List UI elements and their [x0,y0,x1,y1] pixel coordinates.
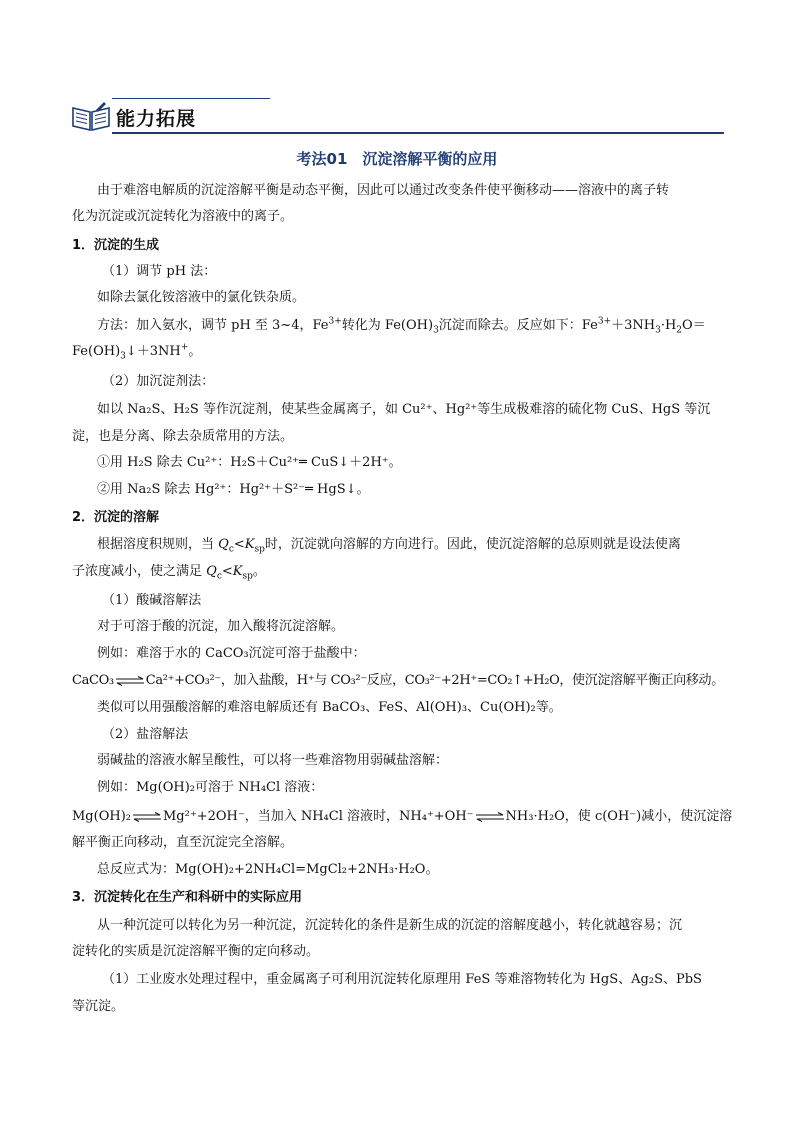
salt-method-para-3: 解平衡正向移动，直至沉淀完全溶解。 [72,835,294,850]
method-1-title: （1）调节 pH 法： [102,264,217,279]
heading-2: 2．沉淀的溶解 [72,510,160,525]
acid-method-para-2: 例如：难溶于水的 CaCO₃沉淀可溶于盐酸中： [97,646,366,661]
heading-3: 3．沉淀转化在生产和科研中的实际应用 [72,890,303,905]
section-header [70,98,724,138]
heading-1: 1．沉淀的生成 [72,238,160,253]
acid-method-equation: CaCO₃ Ca²⁺+CO₃²⁻，加入盐酸，H⁺与 CO₃²⁻反应，CO₃²⁻+2H⁺=CO₂↑+H₂O，使沉淀溶解平衡正向移动。 [72,673,724,688]
salt-method-para-1: 弱碱盐的溶液水解呈酸性，可以将一些难溶物用弱碱盐溶解： [97,753,449,768]
book-icon [70,100,112,132]
acid-method-para-1: 对于可溶于酸的沉淀，加入酸将沉淀溶解。 [97,619,345,634]
method-1-reaction-cont: $Fe(OH)_3↓+3NH^+$。 [72,342,202,362]
method-2-title: （2）加沉淀剂法： [102,374,215,389]
method-2-example-2: ②用 Na₂S 除去 Hg²⁺：Hg²⁺＋S²⁻═ HgS↓。 [97,482,370,497]
salt-method-para-2: 例如：Mg(OH)₂可溶于 NH₄Cl 溶液： [97,780,324,795]
conversion-para-3: （1）工业废水处理过程中，重金属离子可利用沉淀转化原理用 FeS 等难溶物转化为 HgS、Ag₂S、PbS [102,972,702,987]
method-2-example-1: ①用 H₂S 除去 Cu²⁺：H₂S＋Cu²⁺═ CuS↓＋2H⁺。 [97,455,402,470]
rule-para-2: 子浓度减小，使之满足 $Q_c<K_{sp}$。 [72,564,266,582]
intro-line-1: 由于难溶电解质的沉淀溶解平衡是动态平衡，因此可以通过改变条件使平衡移动——溶液中的离子转 [97,183,670,198]
salt-method-title: （2）盐溶解法 [102,727,189,742]
intro-line-2: 化为沉淀或沉淀转化为溶液中的离子。 [72,209,294,224]
salt-method-total: 总反应式为：Mg(OH)₂+2NH₄Cl=MgCl₂+2NH₃·H₂O。 [97,862,439,877]
acid-method-para-3: 类似可以用强酸溶解的难溶电解质还有 BaCO₃、FeS、Al(OH)₃、Cu(OH)₂等。 [97,700,562,715]
section-title: 考法01 沉淀溶解平衡的应用 [296,150,498,168]
method-1-example: 如除去氯化铵溶液中的氯化铁杂质。 [97,290,306,305]
equilibrium-arrow-icon [115,676,145,686]
header-top-line [112,98,270,99]
salt-method-equation: Mg(OH)₂ Mg²⁺+2OH⁻，当加入 NH₄Cl 溶液时，NH₄⁺+OH⁻ NH₃·H₂O，使 c(OH⁻)减小，使沉淀溶 [72,809,733,824]
method-2-para-2: 淀，也是分离、除去杂质常用的方法。 [72,429,294,444]
method-2-para-1: 如以 Na₂S、H₂S 等作沉淀剂，使某些金属离子，如 Cu²⁺、Hg²⁺等生成极难溶的硫化物 CuS、HgS 等沉 [97,402,711,417]
header-rule [112,132,724,134]
conversion-para-1: 从一种沉淀可以转化为另一种沉淀，沉淀转化的条件是新生成的沉淀的溶解度越小，转化就越容易；沉 [97,918,683,933]
method-1-reaction: 方法：加入氨水，调节 pH 至 3~4，$Fe^{3+}$转化为 $Fe(OH)_3$沉淀而除去。反应如下：$Fe^{3+}+3NH_3\cdot H_2O=$ [97,316,706,336]
conversion-para-2: 淀转化的实质是沉淀溶解平衡的定向移动。 [72,944,320,959]
equilibrium-arrow-icon [475,812,505,822]
rule-para-1: 根据溶度积规则，当 $Q_c<K_{sp}$时，沉淀就向溶解的方向进行。因此，使沉淀溶解的总原则就是设法使离 [97,537,681,555]
header-title: 能力拓展 [116,108,197,130]
conversion-para-4: 等沉淀。 [72,999,125,1014]
equilibrium-arrow-icon [132,812,162,822]
acid-method-title: （1）酸碱溶解法 [102,593,202,608]
